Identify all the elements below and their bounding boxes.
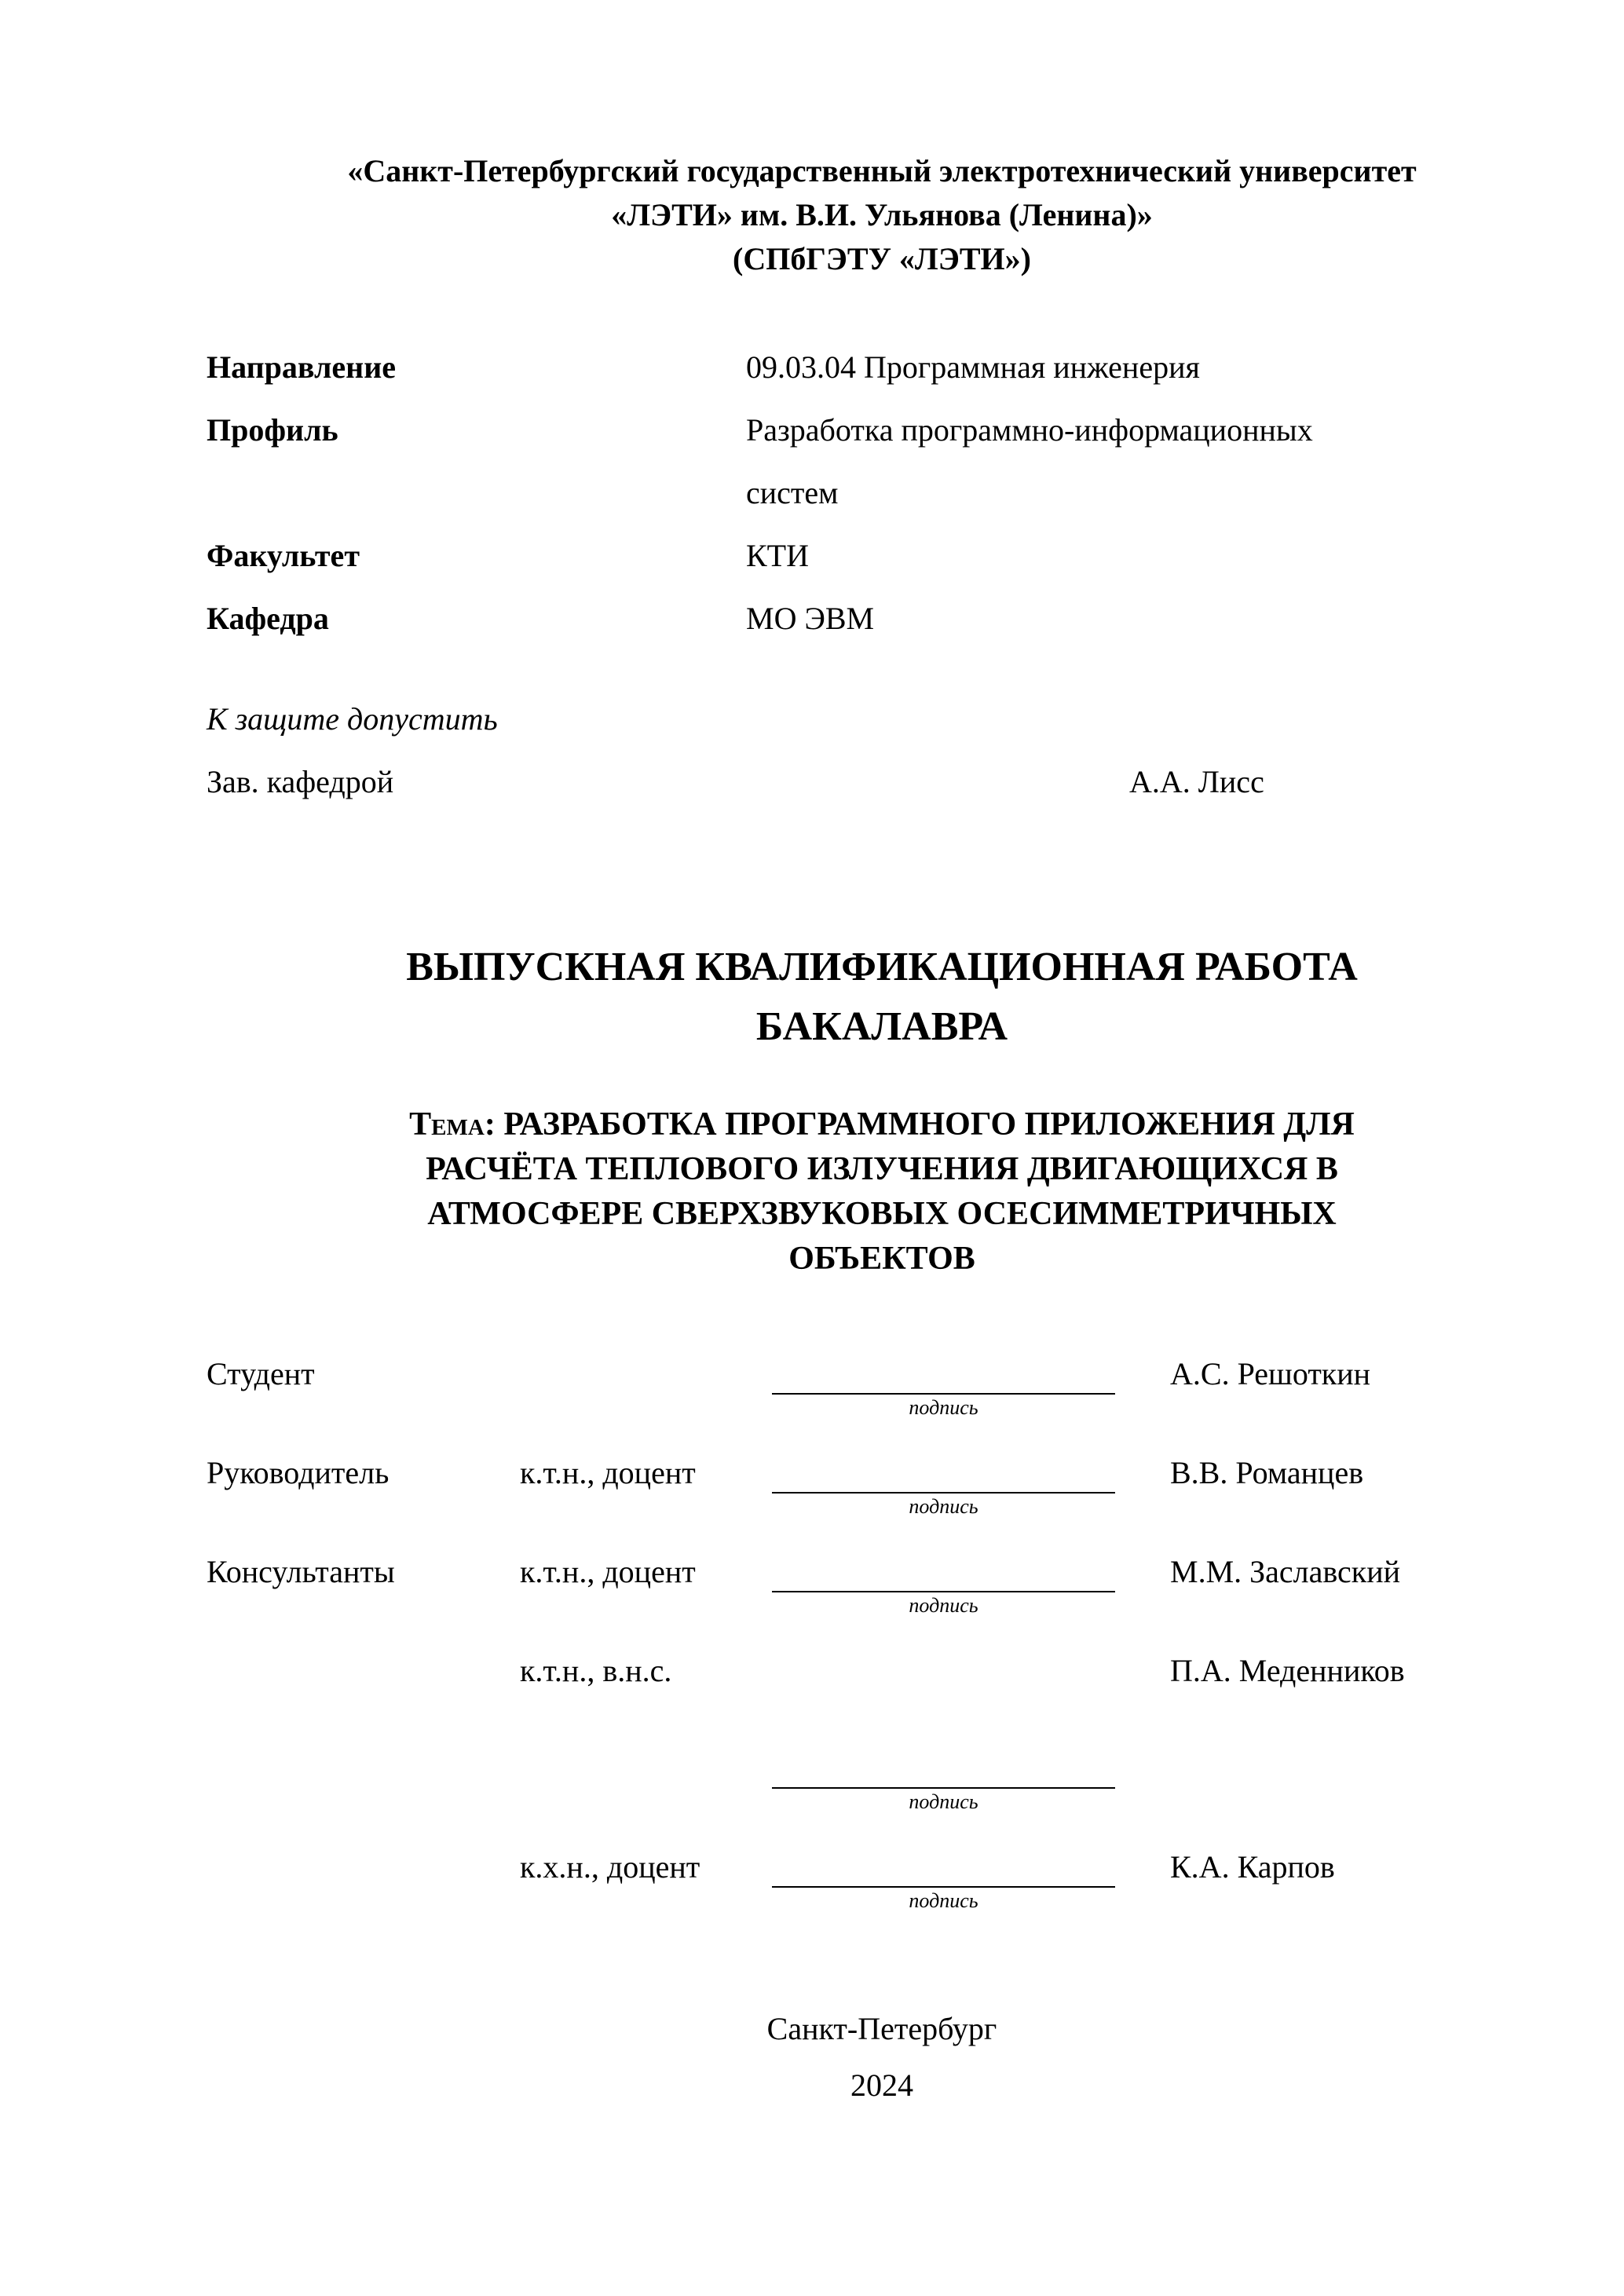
program-fields bbox=[207, 336, 1557, 650]
signature-degree-empty bbox=[520, 1789, 772, 1815]
signature-degree: к.т.н., в.н.с. bbox=[520, 1653, 672, 1688]
admission-block bbox=[207, 688, 1557, 813]
signatures-section bbox=[207, 1354, 1557, 1914]
thesis-theme-line-4: ОБЪЕКТОВ bbox=[788, 1241, 975, 1277]
signature-degree: к.х.н., доцент bbox=[520, 1849, 700, 1885]
signature-caption: подпись bbox=[909, 1790, 978, 1813]
signature-name: М.М. Заславский bbox=[1170, 1554, 1401, 1589]
department-label: Кафедра bbox=[207, 601, 329, 636]
signature-field bbox=[772, 1749, 1115, 1815]
signature-role bbox=[207, 1691, 520, 1718]
faculty-value: КТИ bbox=[746, 538, 809, 573]
department-head-row bbox=[207, 751, 1557, 813]
signature-line bbox=[772, 1749, 1115, 1789]
thesis-theme-line-1: Тема: РАЗРАБОТКА ПРОГРАММНОГО ПРИЛОЖЕНИЯ ДЛЯ bbox=[409, 1106, 1355, 1143]
page-footer bbox=[207, 2001, 1557, 2114]
signature-name: В.В. Романцев bbox=[1170, 1455, 1364, 1490]
direction-label: Направление bbox=[207, 349, 396, 385]
thesis-theme-line-3: АТМОСФЕРЕ СВЕРХЗВУКОВЫХ ОСЕСИММЕТРИЧНЫХ bbox=[427, 1196, 1337, 1232]
thesis-title-line-1: ВЫПУСКНАЯ КВАЛИФИКАЦИОННАЯ РАБОТА bbox=[406, 945, 1358, 989]
signature-field bbox=[772, 1355, 1115, 1421]
direction-value: 09.03.04 Программная инженерия bbox=[746, 349, 1200, 385]
thesis-title bbox=[207, 938, 1557, 1057]
admission-permit-line: К защите допустить bbox=[207, 701, 498, 737]
signature-role-empty bbox=[207, 1789, 520, 1815]
university-name-line-2: «ЛЭТИ» им. В.И. Ульянова (Ленина)» bbox=[611, 197, 1153, 232]
department-head-name: А.А. Лисс bbox=[1129, 764, 1264, 799]
thesis-theme bbox=[207, 1102, 1557, 1281]
department-head-label: Зав. кафедрой bbox=[207, 764, 394, 799]
signature-line bbox=[772, 1355, 1115, 1395]
signature-field bbox=[772, 1848, 1115, 1914]
field-row-direction bbox=[207, 336, 1557, 399]
signature-row-consultant-2 bbox=[207, 1651, 1557, 1718]
thesis-theme-line-2: РАСЧЁТА ТЕПЛОВОГО ИЗЛУЧЕНИЯ ДВИГАЮЩИХСЯ В bbox=[426, 1151, 1338, 1187]
signature-caption: подпись bbox=[909, 1396, 978, 1419]
university-header bbox=[207, 149, 1557, 281]
signature-row-consultant-1 bbox=[207, 1552, 1557, 1619]
signature-caption: подпись bbox=[909, 1889, 978, 1912]
signature-name: А.С. Решоткин bbox=[1170, 1356, 1371, 1391]
signature-field bbox=[772, 1654, 1115, 1718]
signature-caption: подпись bbox=[909, 1495, 978, 1518]
department-value: МО ЭВМ bbox=[746, 601, 875, 636]
profile-label: Профиль bbox=[207, 412, 338, 448]
signature-line-placeholder bbox=[772, 1654, 1115, 1691]
signature-role: Консультанты bbox=[207, 1554, 395, 1589]
signature-name: П.А. Меденников bbox=[1170, 1653, 1405, 1688]
thesis-title-line-2: БАКАЛАВРА bbox=[755, 1004, 1008, 1049]
signature-line bbox=[772, 1553, 1115, 1592]
faculty-label: Факультет bbox=[207, 538, 360, 573]
signature-line bbox=[772, 1454, 1115, 1493]
signature-row-supervisor bbox=[207, 1453, 1557, 1520]
signature-degree: к.т.н., доцент bbox=[520, 1554, 696, 1589]
signature-field bbox=[772, 1553, 1115, 1619]
signature-name-empty bbox=[1115, 1789, 1557, 1815]
field-row-profile bbox=[207, 399, 1557, 525]
signature-degree bbox=[520, 1395, 772, 1421]
university-abbreviation: (СПбГЭТУ «ЛЭТИ») bbox=[733, 241, 1031, 276]
signature-caption: подпись bbox=[909, 1594, 978, 1617]
signature-role bbox=[207, 1888, 520, 1914]
signature-role: Руководитель bbox=[207, 1455, 390, 1490]
signature-field bbox=[772, 1454, 1115, 1520]
footer-year: 2024 bbox=[850, 2067, 913, 2103]
signature-role: Студент bbox=[207, 1356, 315, 1391]
profile-value-line-2: систем bbox=[746, 475, 839, 510]
field-row-department bbox=[207, 587, 1557, 650]
field-row-faculty bbox=[207, 525, 1557, 587]
footer-city: Санкт-Петербург bbox=[766, 2011, 997, 2046]
profile-value bbox=[746, 399, 1557, 525]
signature-row-consultant-2-line bbox=[207, 1749, 1557, 1815]
university-name-line-1: «Санкт-Петербургский государственный электротехнический университет bbox=[347, 153, 1417, 188]
signature-line bbox=[772, 1848, 1115, 1888]
signature-degree: к.т.н., доцент bbox=[520, 1455, 696, 1490]
signature-row-student bbox=[207, 1354, 1557, 1421]
signature-name: К.А. Карпов bbox=[1170, 1849, 1335, 1885]
profile-value-line-1: Разработка программно-информационных bbox=[746, 412, 1313, 448]
signature-row-consultant-3 bbox=[207, 1847, 1557, 1914]
